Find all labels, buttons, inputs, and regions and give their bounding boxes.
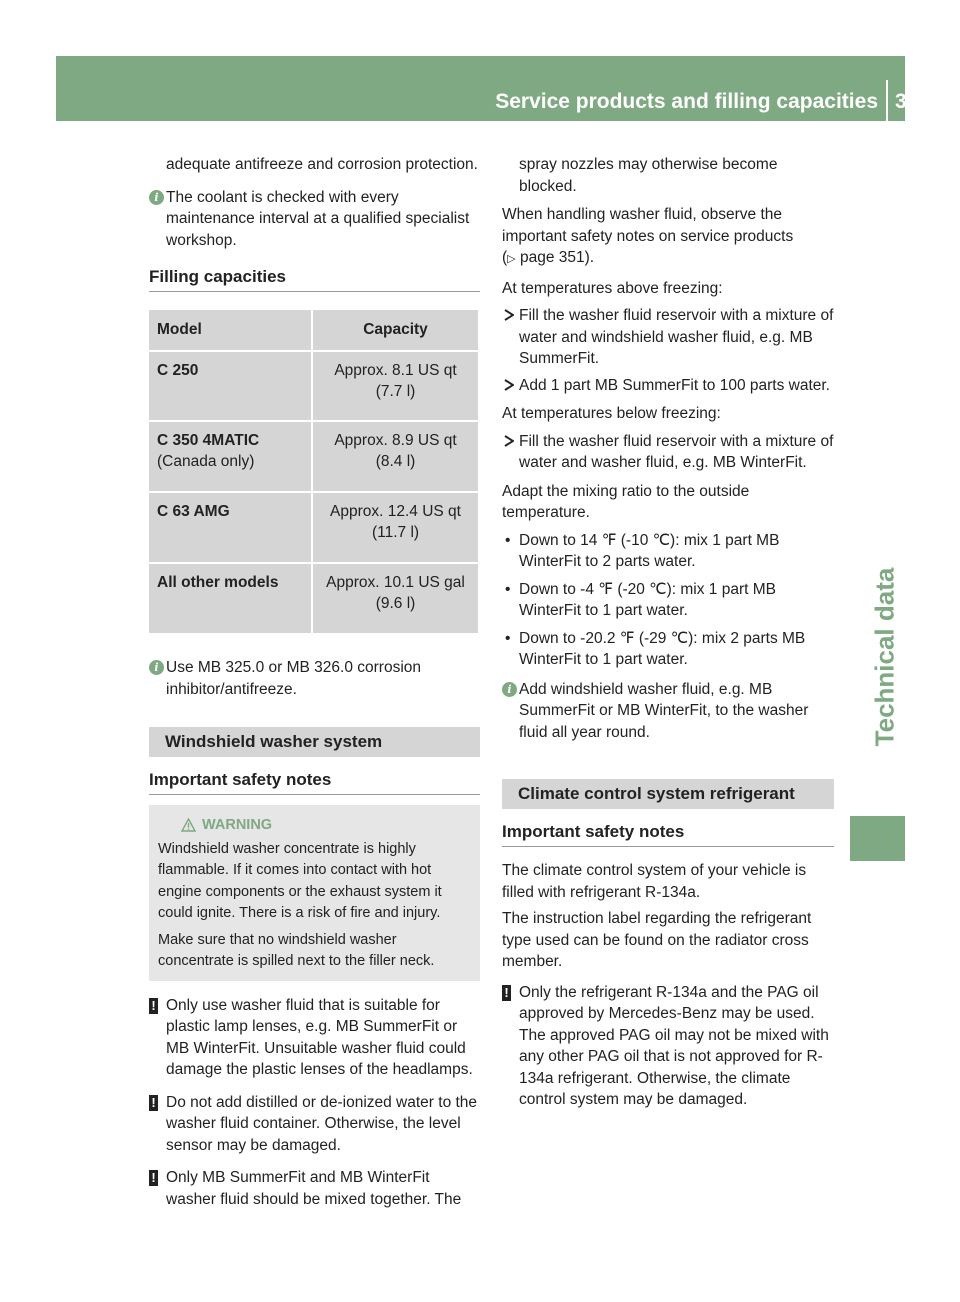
capacity-value: Approx. 8.1 US qt	[334, 362, 457, 379]
table-cell-model	[149, 493, 311, 562]
bullet-item	[502, 628, 834, 671]
bullet-icon: •	[505, 531, 511, 549]
side-section-tab	[850, 816, 905, 861]
table-row	[149, 352, 478, 420]
handling-text: When handling washer fluid, observe the important safety notes on service products (▷ page 351).	[502, 206, 794, 266]
info-icon: i	[502, 682, 517, 697]
capacity-metric: (11.7 l)	[371, 524, 420, 541]
page-ref-arrow-icon: ▷	[507, 253, 516, 265]
caution-icon: !	[149, 1095, 158, 1111]
capacity-value: Approx. 10.1 US gal	[326, 574, 465, 591]
model-name: C 350 4MATIC	[157, 432, 260, 449]
table-header-row	[149, 310, 478, 350]
note-summerfit-winterfit	[149, 1167, 480, 1210]
right-column	[502, 154, 834, 1111]
info-add-text: Add windshield washer fluid, e.g. MB SummerFit or MB WinterFit, to the washer fluid all year round.	[519, 680, 809, 741]
continued-text: spray nozzles may otherwise become blocked.	[519, 156, 778, 195]
info-mb-text: Use MB 325.0 or MB 326.0 corrosion inhibitor/antifreeze.	[166, 659, 422, 698]
table-cell-capacity	[313, 493, 478, 562]
caution-icon: !	[149, 998, 158, 1014]
info-mb-inhibitor	[149, 657, 480, 700]
capacity-metric: (9.6 l)	[375, 595, 416, 612]
below-freezing-heading: At temperatures below freezing:	[502, 405, 721, 422]
step-item	[502, 375, 834, 397]
above-freezing-heading: At temperatures above freezing:	[502, 279, 723, 297]
table-cell-capacity	[313, 422, 478, 491]
info-coolant-text: The coolant is checked with every maintenance interval at a qualified specialist workshop.	[166, 188, 470, 249]
capacity-value: Approx. 12.4 US qt	[330, 503, 461, 520]
step-arrow-icon	[504, 309, 514, 321]
page-header	[56, 56, 931, 121]
warning-text-2: Make sure that no windshield washer concentrate is spilled next to the filler neck.	[158, 931, 435, 969]
table-cell-model	[149, 422, 311, 491]
warning-text: Windshield washer concentrate is highly flammable. If it comes into contact with hot engine components or the exhaust system it could ignite. There is a risk of fire and injury.	[158, 840, 442, 921]
table-cell-capacity	[313, 564, 478, 633]
table-cell-model	[149, 352, 311, 420]
step-item	[502, 305, 834, 370]
caution-icon: !	[149, 1170, 158, 1186]
bullet-text: Down to ‑20.2 ℉ (‑29 ℃): mix 2 parts MB WinterFit to 1 part water.	[519, 629, 806, 668]
table-header-capacity: Capacity	[313, 310, 478, 350]
page-number: 357	[895, 90, 931, 113]
info-icon: i	[149, 660, 164, 675]
filling-capacities-heading: Filling capacities	[149, 266, 480, 292]
caution-icon: !	[502, 985, 511, 1001]
table-row	[149, 564, 478, 633]
climate-safety-heading: Important safety notes	[502, 821, 834, 847]
step-arrow-icon	[504, 379, 514, 391]
bullet-text: Down to 14 ℉ (‑10 ℃): mix 1 part MB WinterFit to 2 parts water.	[519, 531, 780, 570]
warning-title: WARNING	[202, 817, 273, 833]
warning-box	[149, 805, 480, 981]
info-coolant	[149, 187, 480, 252]
filling-capacities-table	[147, 308, 480, 635]
model-name: C 250	[157, 362, 199, 379]
note-text: Only the refrigerant R-134a and the PAG oil approved by Mercedes-Benz may be used. The approved PAG oil may not be mixed with any other PAG oil that is not approved for R-134a refrigerant. Otherwise, the climate control system may be damaged.	[519, 983, 829, 1108]
adapt-ratio-text: Adapt the mixing ratio to the outside temperature.	[502, 482, 750, 521]
capacity-metric: (7.7 l)	[375, 383, 416, 400]
side-section-text: Technical data	[869, 567, 900, 747]
info-icon: i	[149, 190, 164, 205]
bullet-item	[502, 579, 834, 622]
washer-section-band: Windshield washer system	[149, 727, 480, 757]
info-add-washer-fluid	[502, 679, 834, 744]
step-text: Add 1 part MB SummerFit to 100 parts water.	[519, 376, 830, 394]
page-reference[interactable]: page 351).	[519, 249, 595, 266]
climate-text-1: The climate control system of your vehicle is filled with refrigerant R-134a.	[502, 862, 807, 901]
note-lamp-lenses	[149, 995, 480, 1081]
model-name: All other models	[157, 574, 279, 591]
step-text: Fill the washer fluid reservoir with a mixture of water and windshield washer fluid, e.g. MB SummerFit.	[519, 307, 834, 367]
table-cell-capacity	[313, 352, 478, 420]
warning-title-row	[158, 815, 471, 837]
capacity-metric: (8.4 l)	[375, 453, 416, 470]
header-divider	[886, 80, 888, 121]
note-text: Do not add distilled or de-ionized water to the washer fluid container. Otherwise, the level sensor may be damaged.	[166, 1093, 478, 1154]
left-column	[149, 154, 480, 1210]
model-name: C 63 AMG	[157, 503, 230, 520]
note-distilled-water	[149, 1092, 480, 1157]
side-section-label	[868, 512, 902, 802]
note-refrigerant	[502, 982, 834, 1111]
table-header-model: Model	[149, 310, 311, 350]
bullet-text: Down to ‑4 ℉ (‑20 ℃): mix 1 part MB WinterFit to 1 part water.	[519, 580, 776, 619]
capacity-value: Approx. 8.9 US qt	[334, 432, 457, 449]
table-cell-model	[149, 564, 311, 633]
step-item	[502, 431, 834, 474]
washer-safety-heading: Important safety notes	[149, 769, 480, 795]
bullet-icon: •	[505, 629, 511, 647]
header-title: Service products and filling capacities	[495, 90, 878, 113]
table-row	[149, 422, 478, 491]
climate-section-band: Climate control system refrigerant	[502, 779, 834, 809]
table-row	[149, 493, 478, 562]
note-text: Only MB SummerFit and MB WinterFit washer fluid should be mixed together. The	[166, 1169, 462, 1208]
bullet-icon: •	[505, 580, 511, 598]
step-arrow-icon	[504, 435, 514, 447]
note-text: Only use washer fluid that is suitable for plastic lamp lenses, e.g. MB SummerFit or MB WinterFit. Unsuitable washer fluid could damage the plastic lenses of the headlamps.	[166, 996, 473, 1078]
model-note: (Canada only)	[157, 453, 255, 470]
step-text: Fill the washer fluid reservoir with a mixture of water and washer fluid, e.g. MB WinterFit.	[519, 432, 834, 471]
climate-text-2: The instruction label regarding the refrigerant type used can be found on the radiator cross member.	[502, 910, 812, 970]
intro-text: adequate antifreeze and corrosion protection.	[166, 156, 478, 173]
warning-triangle-icon	[181, 818, 196, 832]
handling-text-body: When handling washer fluid, observe the important safety notes on service products	[502, 206, 794, 245]
bullet-item	[502, 530, 834, 573]
